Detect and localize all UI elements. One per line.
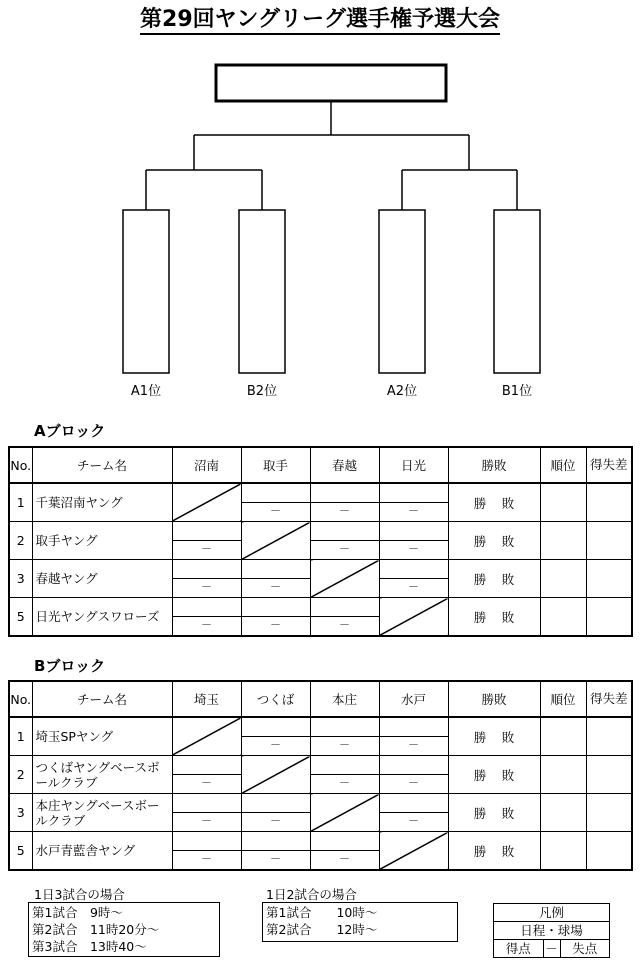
header-rank: 順位 [540,447,586,483]
rank-cell [540,832,586,871]
score-cell [241,483,310,522]
team-name: 本庄ヤングベースボールクラブ [32,794,172,832]
win-loss-cell [448,598,540,637]
win-loss-cell [448,756,540,794]
score-cell [379,717,448,756]
team-name: 春越ヤング [32,560,172,598]
tournament-bracket [0,0,640,400]
diff-cell [586,598,632,637]
header-team: チーム名 [32,447,172,483]
loss-label: 敗 [501,729,515,745]
header-opponent: 水戸 [379,681,448,717]
loss-label: 敗 [501,533,515,549]
diff-cell [586,560,632,598]
score-cell [241,832,310,871]
header-opponent: つくば [241,681,310,717]
rank-cell [540,717,586,756]
header-diff: 得失差 [586,681,632,717]
win-label: 勝 [473,843,487,859]
win-loss-cell [448,794,540,832]
score-cell [310,483,379,522]
score-dash: － [408,738,419,751]
header-opponent: 取手 [241,447,310,483]
schedule2-line: 第1試合 10時～ [266,905,378,920]
win-loss-cell [448,717,540,756]
block-a-title: Aブロック [34,422,106,440]
row-number: 2 [9,756,32,794]
self-match-cell [172,717,241,756]
score-cell [379,794,448,832]
header-diff: 得失差 [586,447,632,483]
row-number: 2 [9,522,32,560]
table-row [9,717,632,756]
schedule3-line: 第3試合 13時40～ [32,939,147,954]
header-team: チーム名 [32,681,172,717]
legend-dash: － [544,940,561,957]
team-name: 日光ヤングスワローズ [32,598,172,637]
schedule2-box [262,902,458,942]
win-loss-cell [448,483,540,522]
win-loss-cell [448,560,540,598]
diff-cell [586,794,632,832]
final-box [216,65,446,101]
score-cell [241,598,310,637]
row-number: 5 [9,832,32,871]
score-dash: － [339,504,350,517]
score-dash: － [408,504,419,517]
slot-label-b1: B1位 [501,384,533,399]
score-dash: － [408,542,419,555]
score-dash: － [201,542,212,555]
win-label: 勝 [473,767,487,783]
team-name: 埼玉SPヤング [32,717,172,756]
loss-label: 敗 [501,805,515,821]
score-dash: － [270,738,281,751]
table-row [9,522,632,560]
block-b-title: Bブロック [34,657,106,675]
legend-schedule: 日程・球場 [494,922,609,940]
score-cell [310,756,379,794]
score-cell [172,794,241,832]
team-name: 取手ヤング [32,522,172,560]
score-dash: － [270,852,281,865]
score-dash: － [201,618,212,631]
rank-cell [540,560,586,598]
header-opponent: 日光 [379,447,448,483]
win-label: 勝 [473,571,487,587]
slot-box-a1 [123,210,169,373]
self-match-cell [241,522,310,560]
score-dash: － [408,776,419,789]
diff-cell [586,522,632,560]
table-row [9,483,632,522]
header-opponent: 本庄 [310,681,379,717]
score-dash: － [270,580,281,593]
self-match-cell [379,832,448,871]
row-number: 3 [9,794,32,832]
legend-score: 得点 [494,940,544,957]
diff-cell [586,717,632,756]
self-match-cell [379,598,448,637]
table-row [9,560,632,598]
loss-label: 敗 [501,609,515,625]
header-opponent: 埼玉 [172,681,241,717]
header-opponent: 春越 [310,447,379,483]
score-cell [172,522,241,560]
header-rank: 順位 [540,681,586,717]
diff-cell [586,756,632,794]
page-title: 第29回ヤングリーグ選手権予選大会 [0,2,640,33]
row-number: 3 [9,560,32,598]
score-dash: － [201,852,212,865]
score-dash: － [339,776,350,789]
legend-lost: 失点 [572,941,598,956]
score-cell [172,832,241,871]
score-dash: － [408,580,419,593]
score-cell [379,483,448,522]
score-cell [310,832,379,871]
table-row [9,756,632,794]
win-label: 勝 [473,729,487,745]
diff-cell [586,483,632,522]
team-name: つくばヤングベースボールクラブ [32,756,172,794]
score-cell [379,756,448,794]
score-dash: － [270,504,281,517]
score-cell [310,598,379,637]
score-cell [310,522,379,560]
rank-cell [540,756,586,794]
slot-box-b2 [239,210,285,373]
rank-cell [540,598,586,637]
slot-box-b1 [494,210,540,373]
block-a-table [8,446,633,637]
score-dash: － [339,738,350,751]
schedule3-line: 第2試合 11時20分～ [32,922,160,937]
team-name: 水戸青藍舎ヤング [32,832,172,871]
score-dash: － [339,618,350,631]
score-dash: － [339,542,350,555]
table-row [9,598,632,637]
score-cell [241,794,310,832]
row-number: 1 [9,717,32,756]
header-no: No. [9,681,32,717]
score-cell [310,717,379,756]
score-dash: － [201,814,212,827]
score-dash: － [270,814,281,827]
diff-cell [586,832,632,871]
schedule3-line: 第1試合 9時～ [32,905,123,920]
win-label: 勝 [473,495,487,511]
table-row [9,832,632,871]
schedule2-title: 1日2試合の場合 [266,887,357,902]
rank-cell [540,794,586,832]
table-row [9,794,632,832]
schedule3-box [28,902,220,957]
legend-box [493,903,610,958]
slot-label-b2: B2位 [246,384,278,399]
score-cell [172,756,241,794]
loss-label: 敗 [501,571,515,587]
score-dash: － [408,814,419,827]
slot-box-a2 [379,210,425,373]
win-label: 勝 [473,805,487,821]
score-cell [241,560,310,598]
row-number: 5 [9,598,32,637]
score-dash: － [270,618,281,631]
schedule3-title: 1日3試合の場合 [34,887,125,902]
score-cell [172,598,241,637]
score-dash: － [201,580,212,593]
block-b-table [8,680,633,871]
win-loss-cell [448,832,540,871]
loss-label: 敗 [501,495,515,511]
header-winloss: 勝敗 [448,447,540,483]
score-dash: － [201,776,212,789]
row-number: 1 [9,483,32,522]
score-cell [379,560,448,598]
header-no: No. [9,447,32,483]
slot-label-a2: A2位 [386,384,418,399]
score-cell [241,717,310,756]
schedule2-line: 第2試合 12時～ [266,922,378,937]
rank-cell [540,522,586,560]
header-opponent: 沼南 [172,447,241,483]
team-name: 千葉沼南ヤング [32,483,172,522]
loss-label: 敗 [501,843,515,859]
self-match-cell [172,483,241,522]
rank-cell [540,483,586,522]
score-cell [379,522,448,560]
score-cell [172,560,241,598]
loss-label: 敗 [501,767,515,783]
legend-title: 凡例 [494,904,609,922]
win-label: 勝 [473,609,487,625]
header-winloss: 勝敗 [448,681,540,717]
win-loss-cell [448,522,540,560]
slot-label-a1: A1位 [130,384,162,399]
self-match-cell [241,756,310,794]
score-dash: － [339,852,350,865]
self-match-cell [310,794,379,832]
self-match-cell [310,560,379,598]
win-label: 勝 [473,533,487,549]
